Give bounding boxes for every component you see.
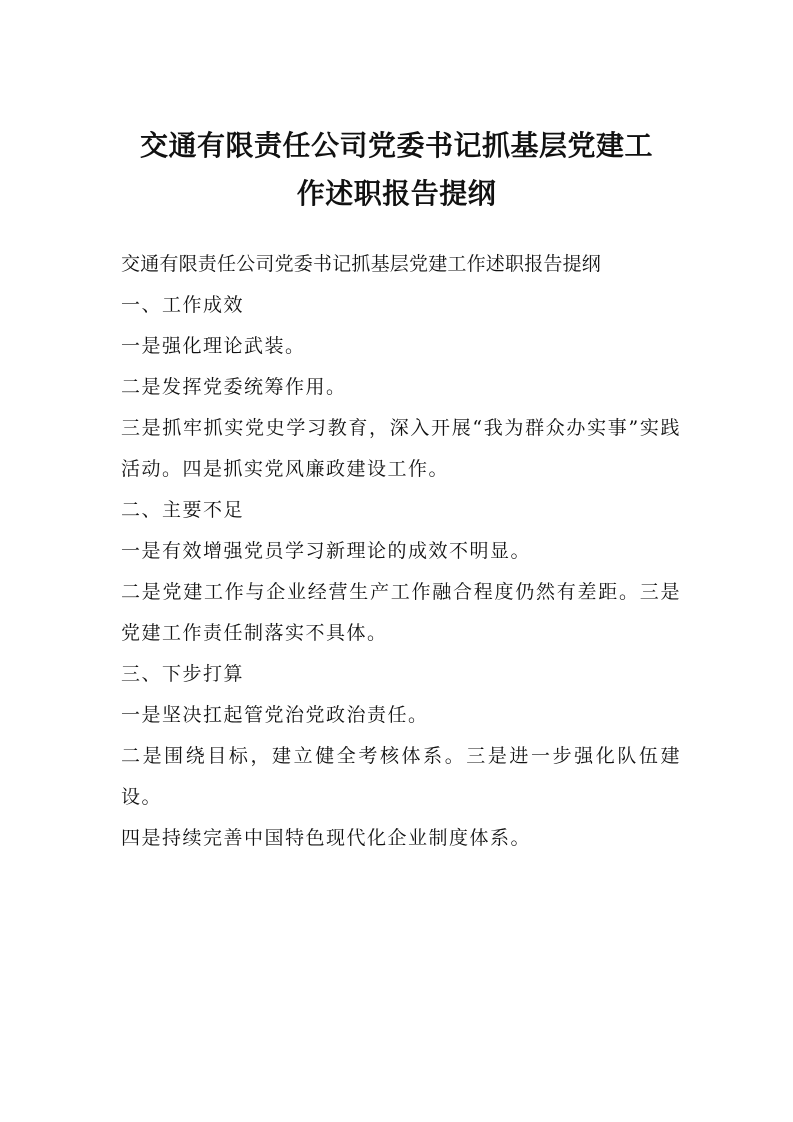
paragraph: 三是抓牢抓实党史学习教育，深入开展“我为群众办实事”实践活动。四是抓实党风廉政建设工作。 bbox=[121, 417, 681, 480]
paragraph: 二是党建工作与企业经营生产工作融合程度仍然有差距。三是党建工作责任制落实不具体。 bbox=[121, 581, 681, 644]
section-heading-shortcomings: 二、主要不足 bbox=[121, 499, 245, 521]
paragraph-heading-repeat: 交通有限责任公司党委书记抓基层党建工作述职报告提纲 bbox=[121, 253, 602, 275]
paragraph: 一是强化理论武装。 bbox=[121, 335, 306, 357]
title-line-1: 交通有限责任公司党委书记抓基层党建工 bbox=[139, 129, 653, 162]
paragraph: 一是坚决扛起管党治党政治责任。 bbox=[121, 704, 429, 726]
title-line-2: 作述职报告提纲 bbox=[296, 177, 497, 210]
paragraph: 四是持续完善中国特色现代化企业制度体系。 bbox=[121, 827, 532, 849]
section-heading-achievements: 一、工作成效 bbox=[121, 294, 245, 316]
paragraph: 一是有效增强党员学习新理论的成效不明显。 bbox=[121, 540, 532, 562]
paragraph: 二是围绕目标，建立健全考核体系。三是进一步强化队伍建设。 bbox=[121, 745, 681, 808]
document-title bbox=[0, 122, 793, 218]
paragraph: 二是发挥党委统筹作用。 bbox=[121, 376, 347, 398]
document-body bbox=[121, 244, 681, 859]
section-heading-next-steps: 三、下步打算 bbox=[121, 663, 245, 685]
